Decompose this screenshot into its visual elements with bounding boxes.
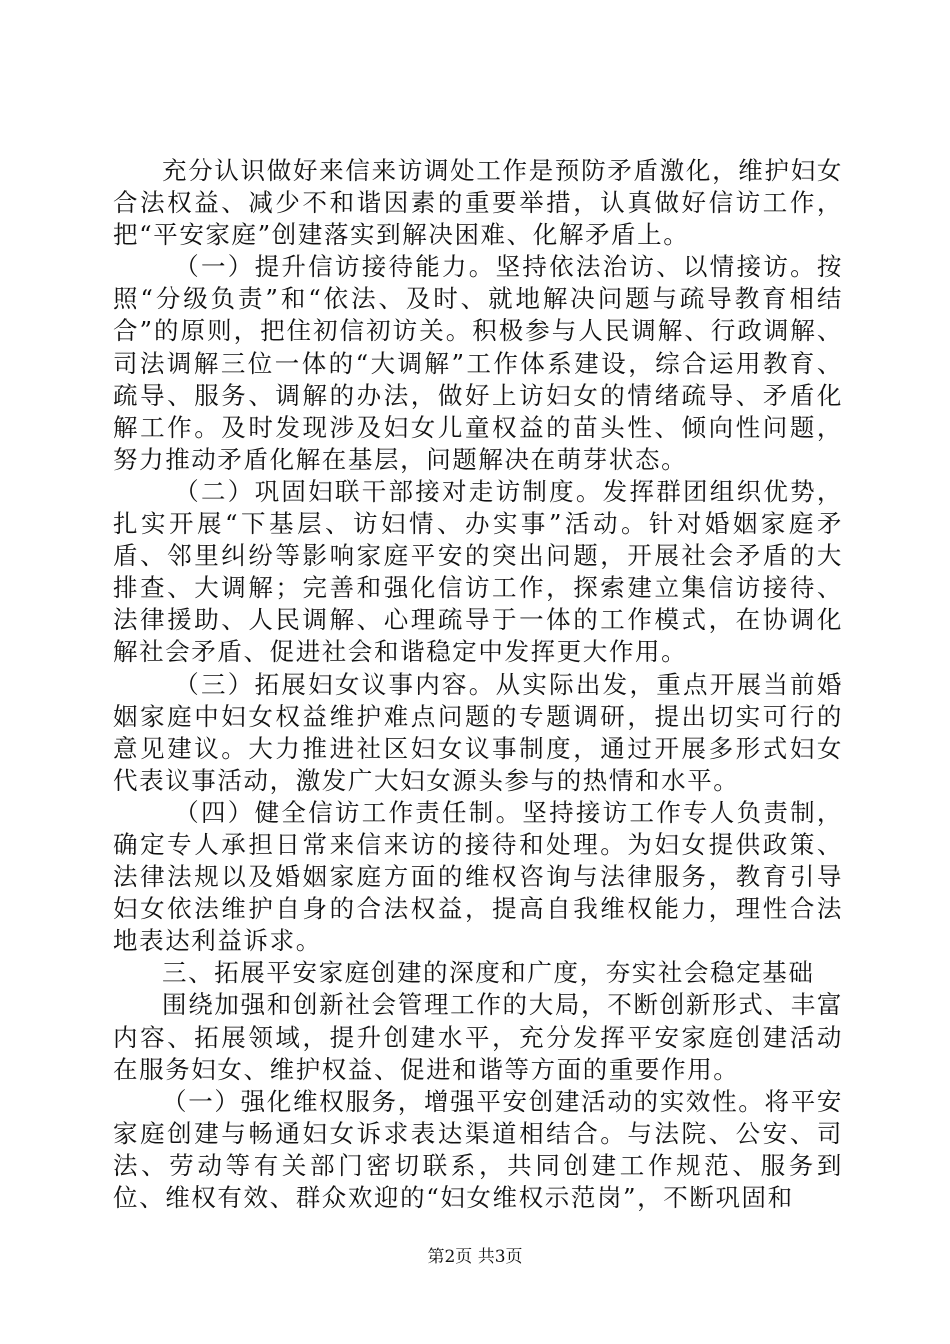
intro-paragraph: 充分认识做好来信来访调处工作是预防矛盾激化，维护妇女合法权益、减少不和谐因素的重要举措，认真做好信访工作，把“平安家庭”创建落实到解决困难、化解矛盾上。 <box>113 156 843 250</box>
section-4-paragraph: （四）健全信访工作责任制。坚持接访工作专人负责制，确定专人承担日常来信来访的接待和处理。为妇女提供政策、法律法规以及婚姻家庭方面的维权咨询与法律服务，教育引导妇女依法维护自身的合法权益，提高自我维权能力，理性合法地表达利益诉求。 <box>113 797 843 956</box>
section-2-paragraph: （二）巩固妇联干部接对走访制度。发挥群团组织优势，扎实开展“下基层、访妇情、办实事”活动。针对婚姻家庭矛盾、邻里纠纷等影响家庭平安的突出问题，开展社会矛盾的大排查、大调解；完善和强化信访工作，探索建立集信访接待、法律援助、人民调解、心理疏导于一体的工作模式，在协调化解社会矛盾、促进社会和谐稳定中发挥更大作用。 <box>113 476 843 667</box>
section-3-paragraph: （三）拓展妇女议事内容。从实际出发，重点开展当前婚姻家庭中妇女权益维护难点问题的专题调研，提出切实可行的意见建议。大力推进社区妇女议事制度，通过开展多形式妇女代表议事活动，激发广大妇女源头参与的热情和水平。 <box>113 669 843 795</box>
page-number-footer: 第2页 共3页 <box>427 1247 523 1267</box>
subsection-1-paragraph: （一）强化维权服务，增强平安创建活动的实效性。将平安家庭创建与畅通妇女诉求表达渠道相结合。与法院、公安、司法、劳动等有关部门密切联系，共同创建工作规范、服务到位、维权有效、群众欢迎的“妇女维权示范岗”，不断巩固和 <box>113 1086 843 1212</box>
section-intro-paragraph: 围绕加强和创新社会管理工作的大局，不断创新形式、丰富内容、拓展领域，提升创建水平，充分发挥平安家庭创建活动在服务妇女、维护权益、促进和谐等方面的重要作用。 <box>113 990 843 1084</box>
section-1-paragraph: （一）提升信访接待能力。坚持依法治访、以情接访。按照“分级负责”和“依法、及时、就地解决问题与疏导教育相结合”的原则，把住初信初访关。积极参与人民调解、行政调解、司法调解三位一体的“大调解”工作体系建设，综合运用教育、疏导、服务、调解的办法，做好上访妇女的情绪疏导、矛盾化解工作。及时发现涉及妇女儿童权益的苗头性、倾向性问题，努力推动矛盾化解在基层，问题解决在萌芽状态。 <box>113 252 843 474</box>
section-heading: 三、拓展平安家庭创建的深度和广度，夯实社会稳定基础 <box>162 958 815 988</box>
document-body <box>113 155 843 1214</box>
